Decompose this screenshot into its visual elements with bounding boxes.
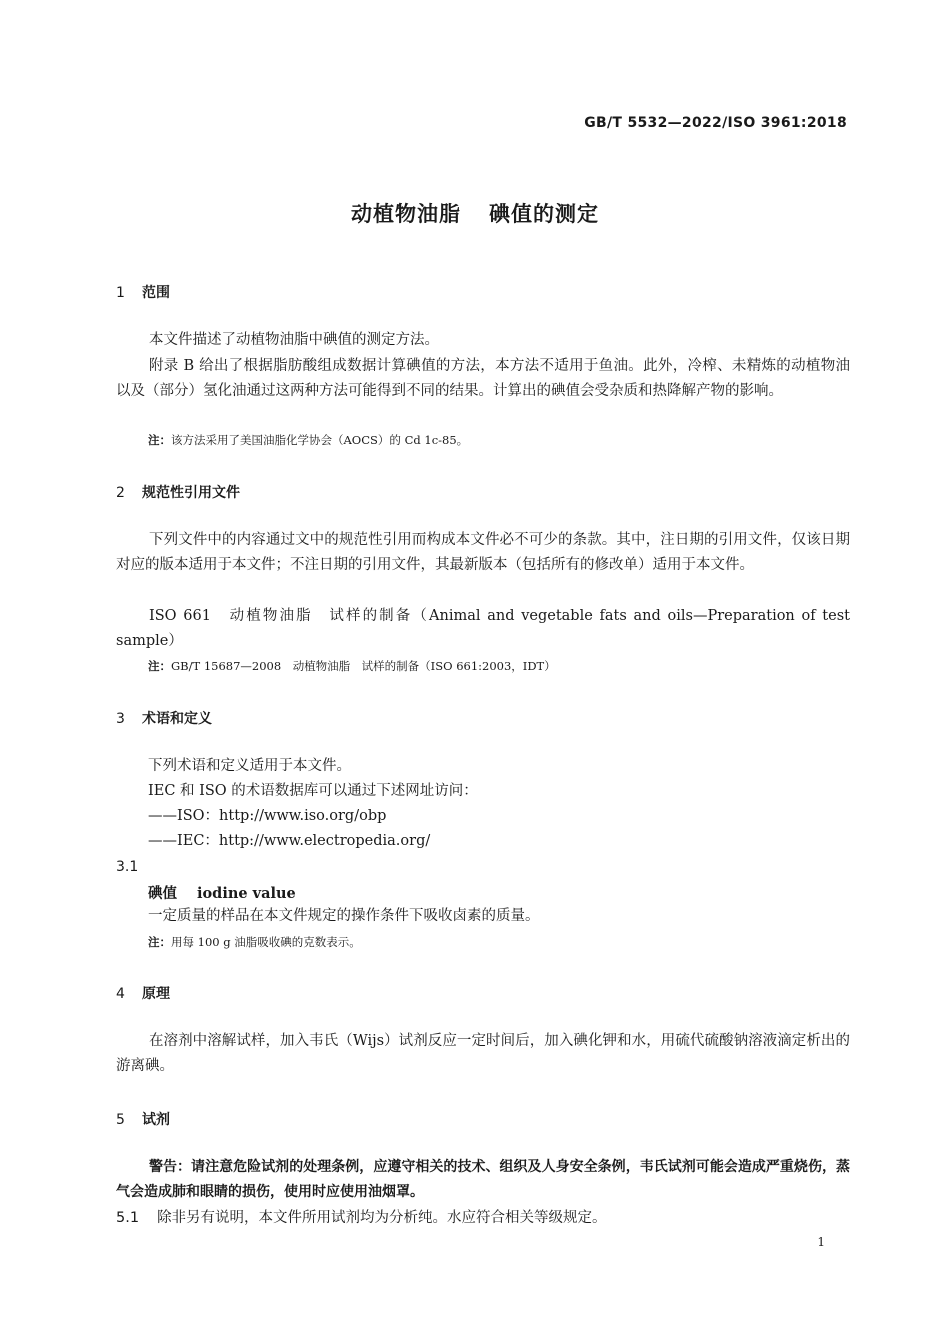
section-title: 规范性引用文件 (142, 485, 240, 501)
section-title: 术语和定义 (142, 711, 212, 727)
section-number: 1 (116, 285, 125, 301)
subsection-number: 5.1 (116, 1210, 140, 1226)
standard-code: GB/T 5532—2022/ISO 3961:2018 (584, 115, 847, 131)
terms-paragraph-1: 下列术语和定义适用于本文件。 (148, 758, 351, 774)
normative-note (148, 658, 556, 674)
section-2-heading (116, 482, 240, 502)
normative-paragraph-1: 下列文件中的内容通过文中的规范性引用而构成本文件必不可少的条款。其中，注日期的引用文件，仅该日期对应的版本适用于本文件；不注日期的引用文件，其最新版本（包括所有的修改单）适用于本文件。 (116, 532, 850, 573)
note-label: 注： (148, 659, 171, 673)
scope-note (148, 432, 468, 448)
section-title: 原理 (142, 986, 170, 1002)
title-part-1: 动植物油脂 (351, 202, 461, 226)
scope-paragraph-1: 本文件描述了动植物油脂中碘值的测定方法。 (149, 332, 439, 348)
subsection-text: 除非另有说明，本文件所用试剂均为分析纯。水应符合相关等级规定。 (157, 1210, 607, 1226)
subsection-3-1-number: 3.1 (116, 859, 139, 875)
section-title: 范围 (142, 285, 170, 301)
safety-warning: 警告：请注意危险试剂的处理条例，应遵守相关的技术、组织及人身安全条例，韦氏试剂可能会造成严重烧伤，蒸气会造成肺和眼睛的损伤，使用时应使用油烟罩。 (116, 1159, 850, 1200)
section-5-heading (116, 1109, 170, 1129)
title-part-2: 碘值的测定 (489, 202, 599, 226)
note-text: 该方法采用了美国油脂化学协会（AOCS）的 Cd 1c-85。 (171, 433, 469, 447)
iso-database-link: ——ISO：http://www.iso.org/obp (148, 808, 387, 824)
terms-paragraph-2: IEC 和 ISO 的术语数据库可以通过下述网址访问： (148, 783, 478, 799)
term-definition: 一定质量的样品在本文件规定的操作条件下吸收卤素的质量。 (148, 908, 540, 924)
section-3-heading (116, 708, 212, 728)
principle-paragraph: 在溶剂中溶解试样，加入韦氏（Wijs）试剂反应一定时间后，加入碘化钾和水，用硫代硫酸钠溶液滴定析出的游离碘。 (116, 1033, 850, 1074)
subsection-5-1 (116, 1206, 607, 1231)
normative-reference: ISO 661 动植物油脂 试样的制备（Animal and vegetable fats and oils—Preparation of test sample） (116, 608, 850, 649)
section-number: 4 (116, 986, 125, 1002)
term-english: iodine value (197, 885, 296, 902)
note-label: 注： (148, 935, 171, 949)
note-text: 用每 100 g 油脂吸收碘的克数表示。 (171, 935, 361, 949)
terms-note (148, 934, 361, 950)
section-4-heading (116, 983, 170, 1003)
section-number: 2 (116, 485, 125, 501)
scope-paragraph-2: 附录 B 给出了根据脂肪酸组成数据计算碘值的方法，本方法不适用于鱼油。此外，冷榨、未精炼的动植物油以及（部分）氢化油通过这两种方法可能得到不同的结果。计算出的碘值会受杂质和热降解产物的影响。 (116, 358, 850, 399)
section-number: 5 (116, 1112, 125, 1128)
term-chinese: 碘值 (148, 886, 177, 902)
section-1-heading (116, 282, 170, 302)
document-title (0, 198, 950, 228)
note-text: GB/T 15687—2008 动植物油脂 试样的制备（ISO 661:2003，IDT） (171, 659, 556, 673)
page-number: 1 (817, 1235, 825, 1249)
term-entry (148, 882, 296, 903)
iec-database-link: ——IEC：http://www.electropedia.org/ (148, 833, 431, 849)
section-number: 3 (116, 711, 125, 727)
note-label: 注： (148, 433, 171, 447)
section-title: 试剂 (142, 1112, 170, 1128)
